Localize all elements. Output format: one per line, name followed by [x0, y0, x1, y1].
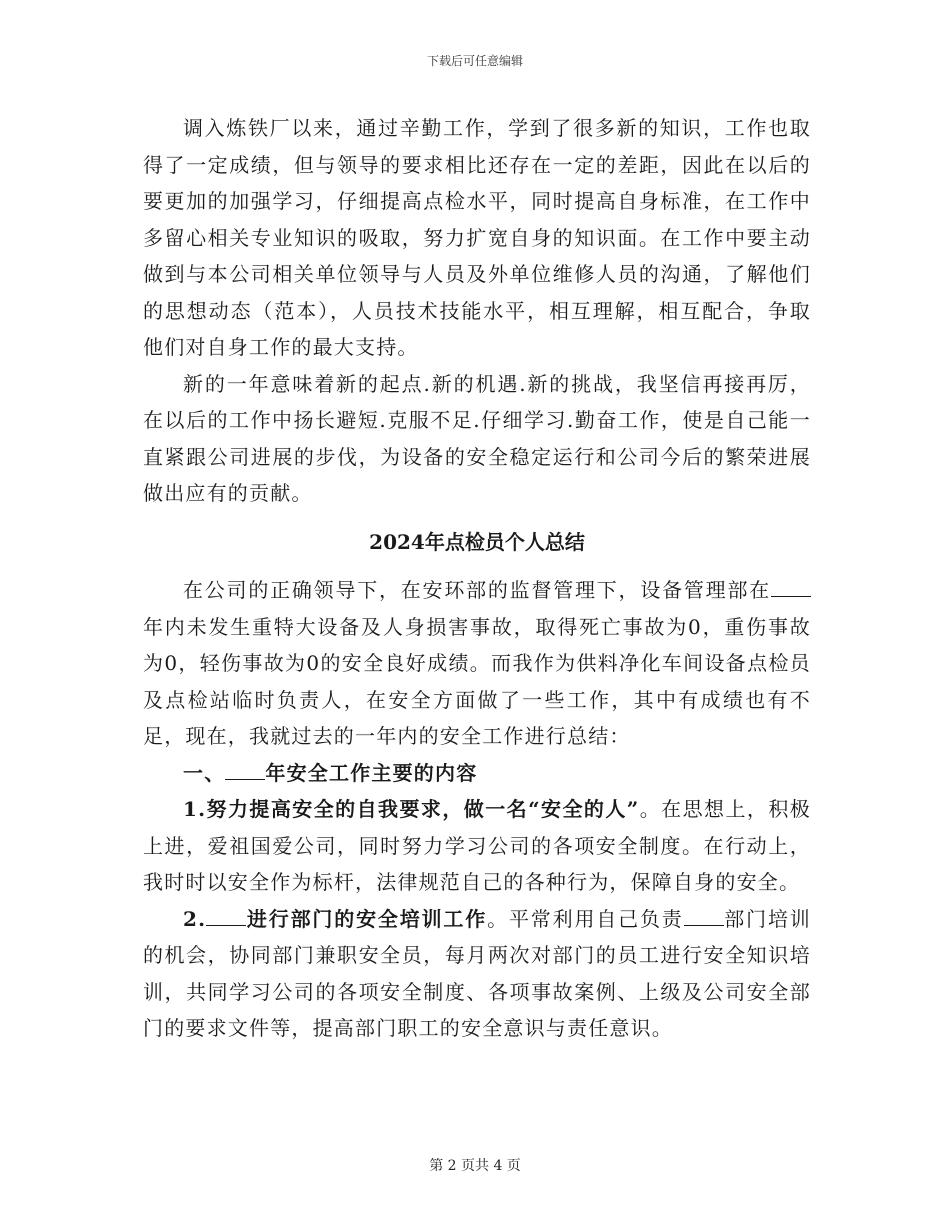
item-1-text: 。在思想上，积极上进，爱祖国爱公司，同时努力学习公司的各项安全制度。在行动上，我时时以安全作为标杆，法律规范自己的各种行为，保障自身的安全。: [143, 797, 811, 894]
document-body: [143, 110, 811, 1047]
blank-field: [771, 578, 811, 597]
section-suffix: 年安全工作主要的内容: [265, 760, 478, 785]
paragraph: 调入炼铁厂以来，通过辛勤工作，学到了很多新的知识，工作也取得了一定成绩，但与领导的要求相比还存在一定的差距，因此在以后的要更加的加强学习，仔细提高点检水平，同时提高自身标准，在工作中多留心相关专业知识的吸取，努力扩宽自身的知识面。在工作中要主动做到与本公司相关单位领导与人员及外单位维修人员的沟通，了解他们的思想动态（范本），人员技术技能水平，相互理解，相互配合，争取他们对自身工作的最大支持。: [143, 116, 811, 359]
paragraph: 新的一年意味着新的起点.新的机遇.新的挑战，我坚信再接再厉，在以后的工作中扬长避短.克服不足.仔细学习.勤奋工作，使是自己能一直紧跟公司进展的步伐，为设备的安全稳定运行和公司今后的繁荣进展做出应有的贡献。: [143, 371, 811, 505]
page-header: 下载后可任意编辑: [426, 54, 523, 68]
item-2-text-1: 。平常利用自己负责: [487, 906, 684, 931]
item-2-paragraph: [143, 901, 811, 1047]
item-2-heading: 进行部门的安全培训工作: [246, 906, 488, 931]
intro-paragraph: [143, 572, 811, 755]
blank-field: [206, 907, 246, 926]
item-2-text-2: 部门培训的机会，协同部门兼职安全员，每月两次对部门的员工进行安全知识培训，共同学习公司的各项安全制度、各项事故案例、上级及公司安全部门的要求文件等，提高部门职工的安全意识与责任意识。: [143, 906, 811, 1040]
section-heading: [143, 755, 811, 792]
document-title: 2024年点检员个人总结: [369, 529, 585, 554]
section-prefix: 一、: [183, 760, 226, 785]
blank-field: [684, 907, 724, 926]
blank-field: [225, 761, 265, 780]
intro-text-1: 在公司的正确领导下，在安环部的监督管理下，设备管理部在: [183, 578, 771, 602]
item-2-number: 2.: [183, 906, 207, 931]
page-footer: 第 2 页共 4 页: [429, 1158, 521, 1174]
item-1-heading: 1.努力提高安全的自我要求，做一名“安全的人”: [183, 797, 640, 821]
intro-text-2: 年内未发生重特大设备及人身损害事故，取得死亡事故为0，重伤事故为0，轻伤事故为0的安全良好成绩。而我作为供料净化车间设备点检员及点检站临时负责人，在安全方面做了一些工作，其中有成绩也有不足，现在，我就过去的一年内的安全工作进行总结：: [143, 614, 811, 748]
item-1-paragraph: [143, 791, 811, 901]
